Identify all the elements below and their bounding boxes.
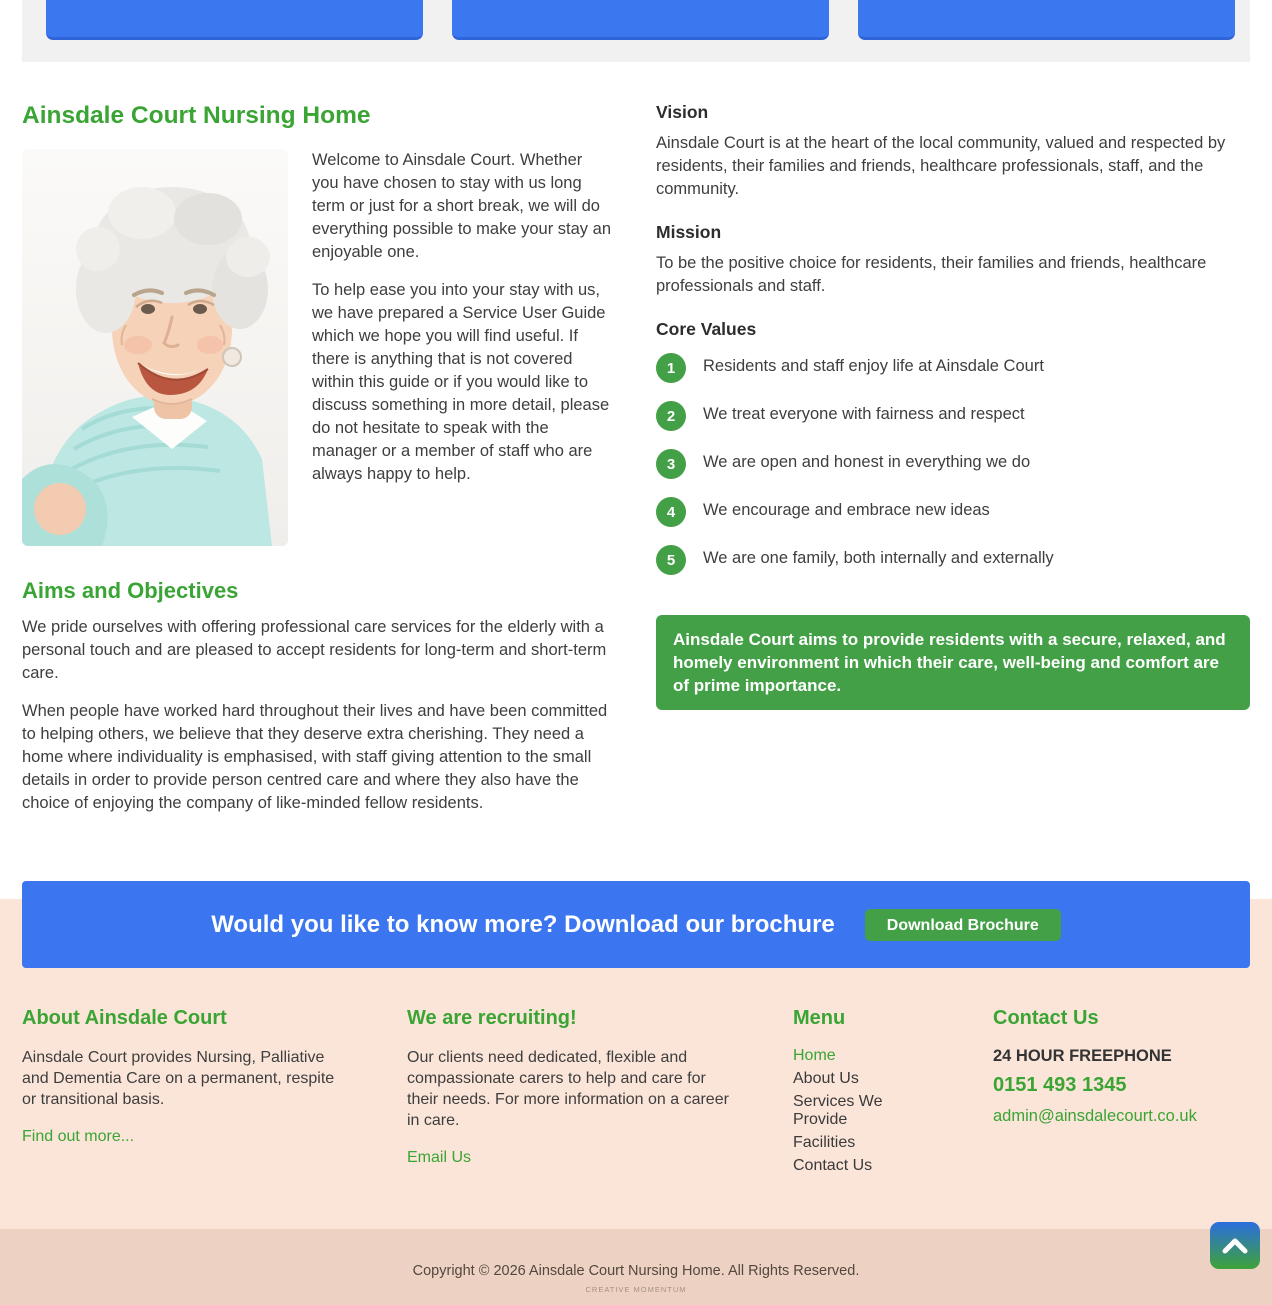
- cta-text: Would you like to know more? Download our brochure: [211, 910, 835, 938]
- copyright-text: Copyright © 2026 Ainsdale Court Nursing Home. All Rights Reserved.: [412, 1263, 860, 1279]
- brochure-cta-banner: [22, 881, 1250, 968]
- menu-link-facilities[interactable]: Facilities: [793, 1134, 856, 1151]
- site-credit: CREATIVE MOMENTUM: [585, 1285, 687, 1294]
- footer-columns: [22, 1007, 1250, 1180]
- menu-link-home[interactable]: Home: [793, 1047, 836, 1064]
- footer-menu-title: Menu: [793, 1007, 846, 1029]
- aims-title: Aims and Objectives: [22, 577, 239, 603]
- resident-photo: [22, 149, 288, 546]
- vision-title: Vision: [656, 102, 709, 122]
- freephone-label: 24 HOUR FREEPHONE: [993, 1047, 1172, 1065]
- intro-section: [22, 149, 612, 486]
- core-value-number-badge: 3: [656, 449, 686, 479]
- main-content: [22, 62, 1250, 830]
- footer-recruiting-title: We are recruiting!: [407, 1007, 577, 1029]
- menu-link-contact-us[interactable]: Contact Us: [793, 1157, 873, 1174]
- intro-paragraph-1: Welcome to Ainsdale Court. Whether you have chosen to stay with us long term or just for a short break, we will do everything possible to make your stay an enjoyable one.: [312, 150, 611, 261]
- chevron-up-icon: [1222, 1238, 1248, 1254]
- nav-button-2[interactable]: [452, 0, 829, 40]
- footer-contact-column: [993, 1007, 1250, 1180]
- email-us-link[interactable]: Email Us: [407, 1149, 472, 1166]
- footer-about-column: [22, 1007, 407, 1180]
- core-value-item: [656, 449, 1250, 479]
- nav-button-1[interactable]: [46, 0, 423, 40]
- left-column: [22, 62, 612, 830]
- download-brochure-button[interactable]: Download Brochure: [865, 909, 1061, 941]
- footer-recruiting-text: Our clients need dedicated, flexible and compassionate carers to help and care for their needs. For more information on a career in care.: [407, 1049, 729, 1129]
- footer-about-text: Ainsdale Court provides Nursing, Palliative and Dementia Care on a permanent, respite or transitional basis.: [22, 1049, 335, 1108]
- core-value-item: [656, 497, 1250, 527]
- footer-about-title: About Ainsdale Court: [22, 1007, 227, 1029]
- core-value-number-badge: 5: [656, 545, 686, 575]
- page-title: Ainsdale Court Nursing Home: [22, 102, 371, 129]
- copyright-bar: [0, 1229, 1272, 1305]
- core-value-number-badge: 1: [656, 353, 686, 383]
- core-value-item: [656, 401, 1250, 431]
- top-nav-band: [22, 0, 1250, 62]
- core-value-item: [656, 545, 1250, 575]
- find-out-more-link[interactable]: Find out more...: [22, 1128, 135, 1145]
- aims-section: [22, 501, 612, 815]
- mission-title: Mission: [656, 222, 722, 242]
- aims-paragraph-1: We pride ourselves with offering professional care services for the elderly with a personal touch and are pleased to accept residents for long-term and short-term care.: [22, 617, 607, 682]
- footer-menu-column: [793, 1007, 993, 1180]
- intro-paragraph-2: To help ease you into your stay with us, we have prepared a Service User Guide which we hope you will find useful. If there is anything that is not covered within this guide or if you would like to discuss something in more detail, please do not hesitate to speak with the manager or a member of staff who are always happy to help.: [312, 280, 610, 483]
- mission-text: To be the positive choice for residents, their families and friends, healthcare professionals and staff.: [656, 254, 1207, 295]
- right-column: [656, 62, 1250, 830]
- core-values-title: Core Values: [656, 319, 757, 339]
- aims-highlight-box: Ainsdale Court aims to provide residents with a secure, relaxed, and homely environment in which their care, well-being and comfort are of prime importance.: [656, 615, 1250, 710]
- phone-number[interactable]: 0151 493 1345: [993, 1074, 1127, 1096]
- core-value-number-badge: 2: [656, 401, 686, 431]
- core-value-text: Residents and staff enjoy life at Ainsdale Court: [703, 357, 1044, 375]
- nav-button-3[interactable]: [858, 0, 1235, 40]
- aims-paragraph-2: When people have worked hard throughout their lives and have been committed to helping others, we believe that they deserve extra cherishing. They need a home where individuality is emphasised, with staff giving attention to the small details in order to provide person centred care and where they also have the choice of enjoying the company of like-minded fellow residents.: [22, 701, 608, 812]
- core-value-item: [656, 353, 1250, 383]
- core-value-text: We are open and honest in everything we do: [703, 453, 1031, 471]
- footer-contact-title: Contact Us: [993, 1007, 1099, 1029]
- core-value-number-badge: 4: [656, 497, 686, 527]
- footer-recruiting-column: [407, 1007, 793, 1180]
- core-value-text: We are one family, both internally and externally: [703, 549, 1054, 567]
- contact-email-link[interactable]: admin@ainsdalecourt.co.uk: [993, 1107, 1197, 1125]
- footer-menu-list: [793, 1047, 938, 1175]
- menu-link-about-us[interactable]: About Us: [793, 1070, 859, 1087]
- scroll-to-top-button[interactable]: [1210, 1222, 1260, 1269]
- core-value-text: We encourage and embrace new ideas: [703, 501, 990, 519]
- vision-text: Ainsdale Court is at the heart of the local community, valued and respected by residents, their families and friends, healthcare professionals, staff, and the community.: [656, 134, 1226, 198]
- menu-link-services[interactable]: Services We Provide: [793, 1093, 883, 1128]
- core-value-text: We treat everyone with fairness and respect: [703, 405, 1025, 423]
